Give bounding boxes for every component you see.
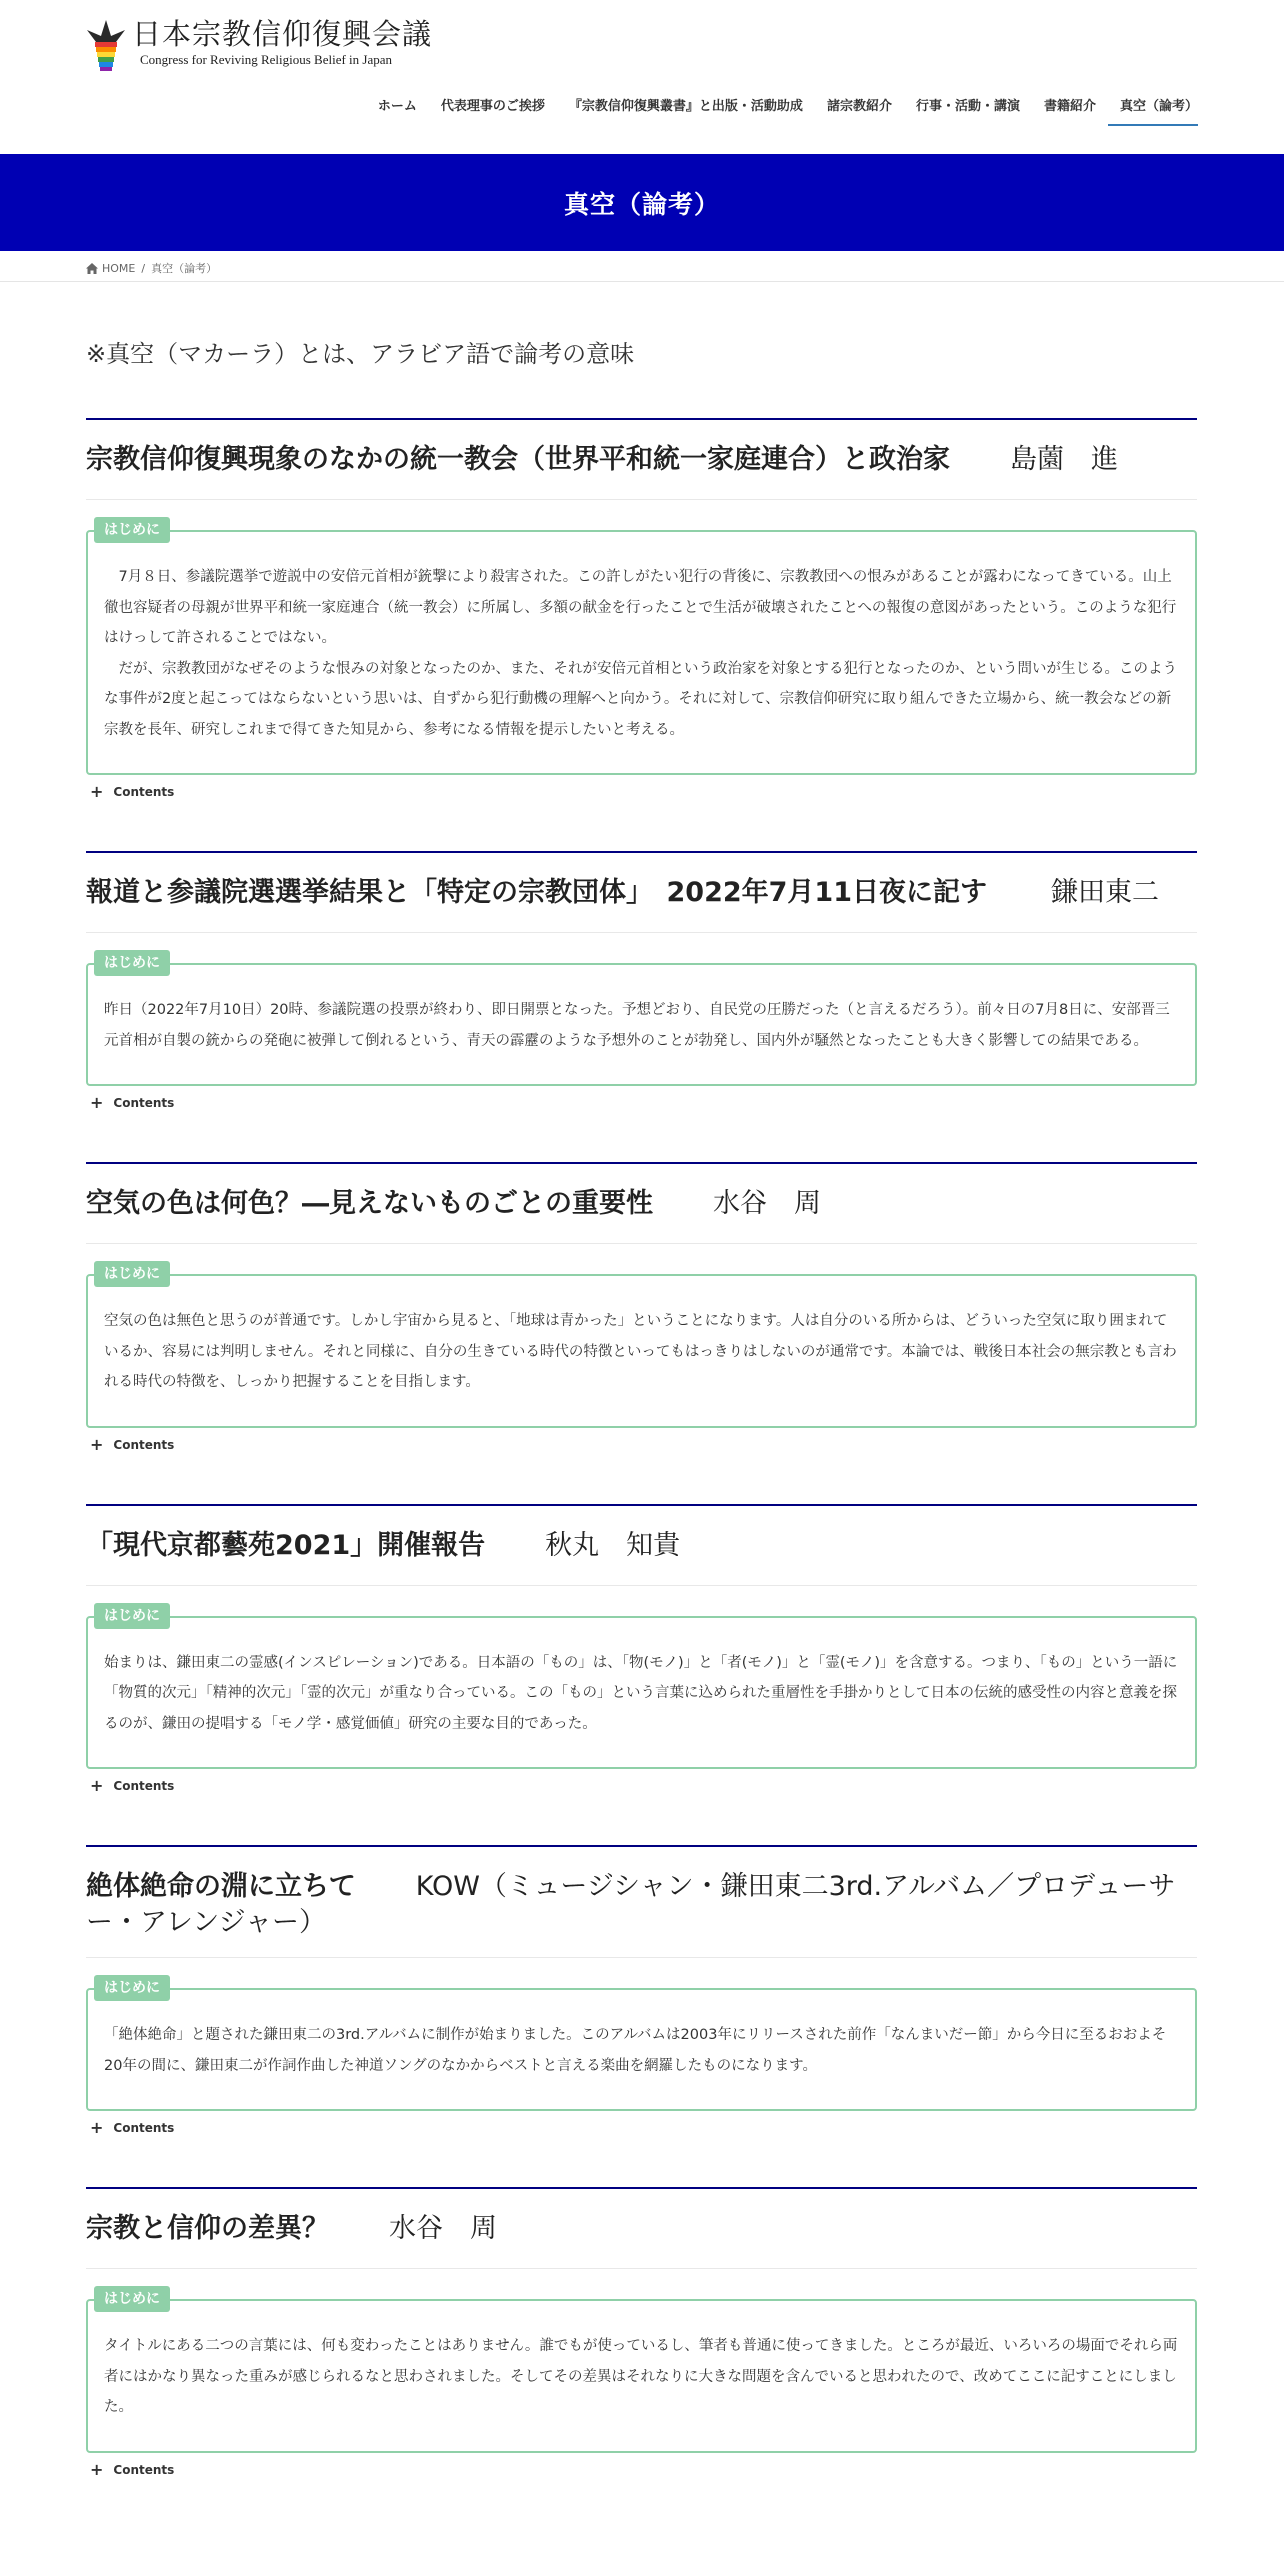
nav-events[interactable]: 行事・活動・講演 <box>915 99 1020 114</box>
contents-label: Contents <box>113 1779 175 1793</box>
home-icon <box>86 263 98 274</box>
intro-tag: はじめに <box>94 1975 170 2001</box>
intro-paragraph: 昨日（2022年7月10日）20時、参議院選の投票が終わり、即日開票となった。予想どおり、自民党の圧勝だった（と言えるだろう）。前々日の7月8日に、安部晋三元首相が自製の銃からの発砲に被弾して倒れるという、青天の霹靂のような予想外のことが勃発し、国内外が騒然となったことも大きく影響しての結果である。 <box>104 1002 1170 1049</box>
article-title-text: 絶体絶命の淵に立ちて <box>86 1871 356 1902</box>
plus-icon: + <box>90 1093 104 1112</box>
intro-box <box>86 2291 1197 2453</box>
intro-box <box>86 955 1197 1086</box>
contents-toggle[interactable] <box>90 1093 1197 1112</box>
article-card <box>86 1504 1197 1794</box>
article-author: 鎌田東二 <box>1051 877 1160 908</box>
intro-text: ※真空（マカーラ）とは、アラビア語で論考の意味 <box>86 340 635 368</box>
contents-toggle[interactable] <box>90 1776 1197 1795</box>
breadcrumb-current: 真空（論考） <box>151 262 218 275</box>
page-header-band <box>0 154 1284 251</box>
nav-makala[interactable]: 真空（論考） <box>1108 95 1198 126</box>
plus-icon: + <box>90 1776 104 1795</box>
logo-title-en: Congress for Reviving Religious Belief in Japan <box>140 52 393 67</box>
intro-box <box>86 1980 1197 2111</box>
nav-religions[interactable]: 諸宗教紹介 <box>826 99 892 114</box>
nav-publications[interactable]: 『宗教信仰復興叢書』と出版・活動助成 <box>568 99 803 114</box>
nav-greeting[interactable]: 代表理事のご挨拶 <box>440 99 545 114</box>
nav-home[interactable]: ホーム <box>377 99 417 114</box>
intro-tag: はじめに <box>94 950 170 976</box>
main-content <box>86 282 1197 2477</box>
intro-box <box>86 1607 1197 1770</box>
nav-books[interactable]: 書籍紹介 <box>1043 99 1096 114</box>
contents-toggle[interactable] <box>90 2459 1197 2479</box>
plus-icon: + <box>90 2459 104 2479</box>
contents-label: Contents <box>113 1437 175 1452</box>
article-card <box>86 1162 1197 1452</box>
article-author: 水谷 周 <box>713 1188 821 1219</box>
article-title-text: 空気の色は何色？―見えないものごとの重要性 <box>86 1188 653 1219</box>
contents-toggle[interactable] <box>90 2118 1197 2137</box>
article-title[interactable] <box>86 420 1197 500</box>
breadcrumb-home-link[interactable]: HOME <box>102 261 136 275</box>
intro-tag: はじめに <box>94 1603 170 1629</box>
article-title[interactable] <box>86 1164 1197 1244</box>
intro-paragraph: だが、宗教教団がなぜそのような恨みの対象となったのか、また、それが安倍元首相という政治家を対象とする犯行となったのか、という問いが生じる。このような事件が2度と起こってはならないという思いは、自ずから犯行動機の理解へと向かう。それに対して、宗教信仰研究に取り組んできた立場から、統一教会などの新宗教を長年、研究しこれまで得てきた知見から、参考になる情報を提示したいと考える。 <box>104 660 1177 738</box>
contents-label: Contents <box>113 1096 175 1110</box>
article-title[interactable] <box>86 853 1197 933</box>
global-nav <box>366 95 1198 126</box>
article-title-text: 報道と参議院選選挙結果と「特定の宗教団体」 2022年7月11日夜に記す <box>86 877 988 908</box>
intro-paragraph: 7月８日、参議院選挙で遊説中の安倍元首相が銃撃により殺害された。この許しがたい犯行の背後に、宗教教団への恨みがあることが露わになってきている。山上徹也容疑者の母親が世界平和統一家庭連合（統一教会）に所属し、多額の献金を行ったことで生活が破壊されたことへの報復の意図があったという。このような犯行はけっして許されることではない。 <box>104 569 1177 646</box>
article-card <box>86 1845 1197 2135</box>
page-title: 真空（論考） <box>563 189 720 219</box>
intro-tag: はじめに <box>94 2286 170 2312</box>
article-title[interactable] <box>86 1847 1197 1958</box>
crane-logo-icon <box>86 16 126 72</box>
plus-icon: + <box>90 782 104 801</box>
contents-label: Contents <box>113 2462 175 2477</box>
contents-toggle[interactable] <box>90 782 1197 801</box>
article-title[interactable] <box>86 2189 1197 2269</box>
article-author: 島薗 進 <box>1010 444 1118 475</box>
site-header <box>0 0 1284 154</box>
article-author: KOW（ミュージシャン・鎌田東二3rd.アルバム／プロデューサー・アレンジャー） <box>86 1871 1176 1938</box>
site-logo[interactable] <box>86 16 432 72</box>
plus-icon: + <box>90 2118 104 2137</box>
article-card <box>86 2187 1197 2477</box>
logo-title-jp: 日本宗教信仰復興会議 <box>132 17 433 51</box>
article-card <box>86 851 1197 1110</box>
intro-tag: はじめに <box>94 517 170 543</box>
intro-paragraph: 空気の色は無色と思うのが普通です。しかし宇宙から見ると、「地球は青かった」ということになります。人は自分のいる所からは、どういった空気に取り囲まれているか、容易には判明しません。それと同様に、自分の生きている時代の特徴といってもはっきりはしないのが通常です。本論では、戦後日本社会の無宗教とも言われる時代の特徴を、しっかり把握することを目指します。 <box>104 1313 1177 1390</box>
contents-label: Contents <box>113 2121 175 2135</box>
intro-paragraph: 始まりは、鎌田東二の霊感(インスピレーション)である。日本語の「もの」は、「物(モノ)」と「者(モノ)」と「霊(モノ)」を含意する。つまり、「もの」という一語に「物質的次元」「精神的次元」「霊的次元」が重なり合っている。この「もの」という言葉に込められた重層性を手掛かりとして日本の伝統的感受性の内容と意義を探るのが、鎌田の提唱する「モノ学・感覚価値」研究の主要な目的であった。 <box>104 1654 1178 1732</box>
article-author: 秋丸 知貴 <box>545 1529 681 1561</box>
intro-paragraph: 「絶体絶命」と題された鎌田東二の3rd.アルバムに制作が始まりました。このアルバムは2003年にリリースされた前作「なんまいだー節」から今日に至るおおよそ20年の間に、鎌田東二が作詞作曲した神道ソングのなかからベストと言える楽曲を網羅したものになります。 <box>104 2027 1167 2074</box>
breadcrumb-separator: / <box>141 261 146 275</box>
intro-box <box>86 1266 1197 1428</box>
article-title-text: 宗教信仰復興現象のなかの統一教会（世界平和統一家庭連合）と政治家 <box>86 444 950 475</box>
contents-label: Contents <box>113 785 175 799</box>
intro-tag: はじめに <box>94 1261 170 1287</box>
plus-icon: + <box>90 1434 104 1454</box>
article-title[interactable] <box>86 1506 1197 1586</box>
breadcrumb <box>0 251 1284 282</box>
article-card <box>86 418 1197 799</box>
contents-toggle[interactable] <box>90 1434 1197 1454</box>
intro-box <box>86 522 1197 775</box>
article-author: 水谷 周 <box>389 2213 497 2244</box>
article-title-text: 「現代京都藝苑2021」開催報告 <box>86 1529 486 1561</box>
intro-paragraph: タイトルにある二つの言葉には、何も変わったことはありません。誰でもが使っているし、筆者も普通に使ってきました。ところが最近、いろいろの場面でそれら両者にはかなり異なった重みが感じられるなと思わされました。そしてその差異はそれなりに大きな問題を含んでいると思われたので、改めてここに記すことにしました。 <box>104 2338 1178 2415</box>
article-title-text: 宗教と信仰の差異？ <box>86 2213 329 2244</box>
